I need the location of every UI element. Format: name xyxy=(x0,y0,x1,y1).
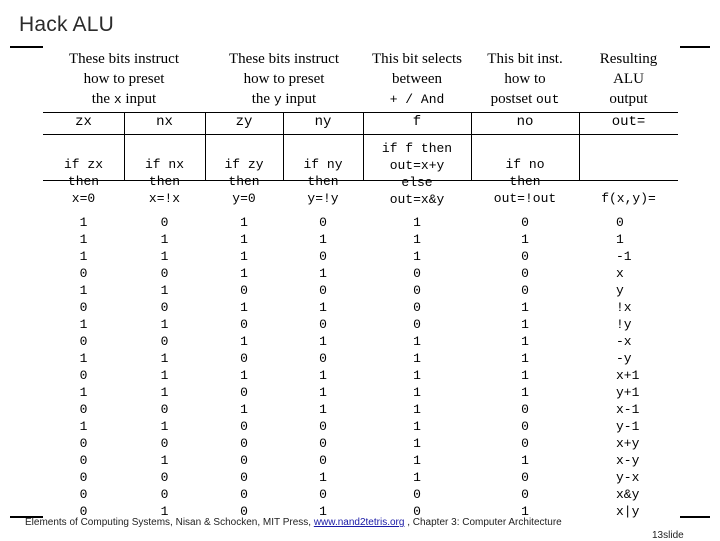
table-cell: 1 xyxy=(160,249,169,264)
values-f xyxy=(363,214,471,520)
header-line: This bit selects xyxy=(372,51,462,67)
col-name-zy: zy xyxy=(235,114,253,130)
table-cell: 1 xyxy=(616,232,624,247)
footer-link[interactable]: www.nand2tetris.org xyxy=(313,517,405,528)
table-cell: 1 xyxy=(319,334,327,349)
cond-line: if ny xyxy=(303,157,343,172)
col-name-f: f xyxy=(412,114,422,130)
cond-line: if f then xyxy=(381,141,453,156)
cond-line: if zx xyxy=(63,157,103,172)
table-cell: x-1 xyxy=(616,402,640,417)
table-cell: x+1 xyxy=(616,368,640,383)
table-cell: 1 xyxy=(521,232,529,247)
header-output xyxy=(579,49,678,110)
table-cell: 0 xyxy=(240,351,248,366)
table-cell: x&y xyxy=(616,487,640,502)
table-cell: 1 xyxy=(160,232,169,247)
table-cell: 0 xyxy=(521,487,529,502)
table-cell: 0 xyxy=(79,487,88,502)
table-cell: 1 xyxy=(413,249,421,264)
table-cell: 0 xyxy=(240,317,248,332)
table-cell: 0 xyxy=(79,470,88,485)
cond-line: out=!out xyxy=(493,191,557,206)
table-cell: 0 xyxy=(319,419,327,434)
table-cell: 0 xyxy=(521,249,529,264)
cond-line: if no xyxy=(505,157,545,172)
header-line: + / And xyxy=(389,92,445,107)
header-line: the x input xyxy=(91,91,157,107)
table-cell: 1 xyxy=(319,300,327,315)
table-cell: 0 xyxy=(319,487,327,502)
header-line: These bits instruct xyxy=(229,51,339,67)
table-cell: 1 xyxy=(521,385,529,400)
header-line: postset out xyxy=(490,91,560,107)
table-cell: 1 xyxy=(160,419,169,434)
table-cell: 0 xyxy=(413,504,421,519)
table-cell: 1 xyxy=(79,232,88,247)
table-cell: 1 xyxy=(79,249,88,264)
cond-f xyxy=(363,140,471,208)
table-cell: 1 xyxy=(413,334,421,349)
table-cell: 0 xyxy=(319,215,327,230)
table-cell: 1 xyxy=(160,368,169,383)
table-cell: 0 xyxy=(616,215,624,230)
cond-line: out=x&y xyxy=(389,192,445,207)
table-cell: 1 xyxy=(521,300,529,315)
cond-line: y=0 xyxy=(232,191,256,206)
header-line: how to preset xyxy=(83,71,165,87)
footer-citation xyxy=(25,517,562,528)
table-cell: 0 xyxy=(240,283,248,298)
col-name-zx: zx xyxy=(75,114,92,130)
table-cell: 0 xyxy=(79,300,88,315)
table-cell: 1 xyxy=(319,232,327,247)
table-cell: 1 xyxy=(79,283,88,298)
header-y-preset xyxy=(205,49,363,110)
table-cell: y+1 xyxy=(616,385,640,400)
cond-zx xyxy=(43,156,124,207)
table-cell: -y xyxy=(616,351,632,366)
cond-line: else xyxy=(401,175,433,190)
table-cell: 1 xyxy=(413,453,421,468)
table-cell: 0 xyxy=(79,266,88,281)
table-cell: 1 xyxy=(240,300,248,315)
table-cell: 1 xyxy=(160,504,169,519)
col-name-nx: nx xyxy=(156,114,173,130)
table-cell: x+y xyxy=(616,436,640,451)
table-cell: 0 xyxy=(160,436,169,451)
table-cell: y xyxy=(616,283,624,298)
table-cell: 0 xyxy=(319,436,327,451)
table-cell: 1 xyxy=(413,385,421,400)
cond-line: then xyxy=(509,174,541,189)
table-cell: -1 xyxy=(616,249,632,264)
table-cell: !y xyxy=(616,317,632,332)
values-ny xyxy=(283,214,363,520)
table-cell: 1 xyxy=(79,351,88,366)
table-cell: 1 xyxy=(413,470,421,485)
table-cell: 0 xyxy=(521,215,529,230)
table-cell: 1 xyxy=(413,419,421,434)
slide-title: Hack ALU xyxy=(19,13,114,36)
table-cell: 1 xyxy=(240,334,248,349)
table-cell: 1 xyxy=(521,504,529,519)
table-cell: 1 xyxy=(79,385,88,400)
table-cell: 0 xyxy=(79,334,88,349)
top-rule-left xyxy=(10,46,43,48)
header-line: between xyxy=(392,71,442,87)
table-cell: 1 xyxy=(521,368,529,383)
cond-line: x=!x xyxy=(148,191,181,206)
table-cell: y-1 xyxy=(616,419,640,434)
table-cell: 1 xyxy=(521,317,529,332)
table-cell: 1 xyxy=(240,266,248,281)
table-cell: 0 xyxy=(79,453,88,468)
table-cell: 0 xyxy=(240,487,248,502)
header-no-postset xyxy=(471,49,579,110)
table-cell: 1 xyxy=(160,351,169,366)
table-cell: 1 xyxy=(79,317,88,332)
table-cell: -x xyxy=(616,334,632,349)
table-cell: 1 xyxy=(240,215,248,230)
table-cell: 0 xyxy=(79,402,88,417)
cond-line: if zy xyxy=(224,157,264,172)
cond-line: then xyxy=(228,174,260,189)
table-cell: 0 xyxy=(160,266,169,281)
col-name-ny: ny xyxy=(314,114,332,130)
table-cell: 1 xyxy=(521,334,529,349)
col-name-out: out= xyxy=(611,114,646,130)
table-cell: 1 xyxy=(240,368,248,383)
footer-text: Elements of Computing Systems, Nisan & Schocken, MIT Press, xyxy=(25,517,314,528)
table-cell: 0 xyxy=(160,300,169,315)
cond-line: then xyxy=(67,174,100,189)
table-cell: 0 xyxy=(240,385,248,400)
table-cell: 0 xyxy=(521,436,529,451)
table-cell: 0 xyxy=(160,487,169,502)
alu-truth-table xyxy=(43,46,678,518)
header-line: output xyxy=(609,91,648,107)
table-cell: 1 xyxy=(319,402,327,417)
table-cell: 1 xyxy=(319,368,327,383)
table-cell: 0 xyxy=(521,419,529,434)
table-cell: 0 xyxy=(79,504,88,519)
table-cell: 1 xyxy=(413,402,421,417)
header-line: These bits instruct xyxy=(69,51,179,67)
cond-line: then xyxy=(307,174,339,189)
table-cell: 0 xyxy=(240,504,248,519)
slide-number: 13slide xyxy=(652,530,684,541)
table-cell: 1 xyxy=(240,232,248,247)
table-rule-names xyxy=(43,134,678,135)
table-cell: x xyxy=(616,266,624,281)
table-cell: 0 xyxy=(79,368,88,383)
table-cell: 0 xyxy=(79,436,88,451)
cond-line: if nx xyxy=(144,157,184,172)
col-name-no: no xyxy=(516,114,534,130)
table-cell: 0 xyxy=(413,300,421,315)
bottom-rule-right xyxy=(680,516,710,518)
cond-nx xyxy=(124,156,205,207)
table-cell: 0 xyxy=(521,266,529,281)
table-cell: 0 xyxy=(160,334,169,349)
table-cell: 0 xyxy=(240,436,248,451)
table-cell: 1 xyxy=(79,419,88,434)
table-cell: 0 xyxy=(240,453,248,468)
table-cell: 1 xyxy=(160,283,169,298)
cond-line: out=x+y xyxy=(389,158,445,173)
header-line: This bit inst. xyxy=(487,51,563,67)
table-cell: y-x xyxy=(616,470,640,485)
table-cell: 0 xyxy=(160,470,169,485)
cond-line: x=0 xyxy=(71,191,96,206)
table-cell: !x xyxy=(616,300,632,315)
footer-text: , Chapter 3: Computer Architecture xyxy=(404,517,562,528)
table-cell: 1 xyxy=(413,436,421,451)
table-cell: 0 xyxy=(413,283,421,298)
table-cell: 1 xyxy=(160,453,169,468)
table-cell: 0 xyxy=(160,402,169,417)
table-rule-top xyxy=(43,112,678,113)
table-cell: 1 xyxy=(319,504,327,519)
table-cell: 0 xyxy=(240,419,248,434)
values-zx xyxy=(43,214,124,520)
table-cell: 1 xyxy=(79,215,88,230)
table-cell: 1 xyxy=(319,385,327,400)
values-out xyxy=(616,214,678,520)
top-rule-right xyxy=(680,46,710,48)
table-cell: 1 xyxy=(319,470,327,485)
table-cell: x|y xyxy=(616,504,640,519)
table-cell: 1 xyxy=(521,453,529,468)
table-cell: x-y xyxy=(616,453,640,468)
table-cell: 1 xyxy=(160,385,169,400)
table-cell: 1 xyxy=(240,402,248,417)
table-cell: 0 xyxy=(160,215,169,230)
cond-ny xyxy=(283,156,363,207)
header-x-preset xyxy=(43,49,205,110)
values-zy xyxy=(205,214,283,520)
cond-no xyxy=(471,156,579,207)
table-cell: 0 xyxy=(521,470,529,485)
header-line: Resulting xyxy=(599,51,658,67)
table-cell: 0 xyxy=(521,283,529,298)
header-f-select xyxy=(363,49,471,110)
table-cell: 0 xyxy=(319,283,327,298)
table-cell: 0 xyxy=(319,453,327,468)
table-cell: 0 xyxy=(413,487,421,502)
cond-line: y=!y xyxy=(307,191,339,206)
table-cell: 1 xyxy=(413,368,421,383)
values-no xyxy=(471,214,579,520)
table-cell: 0 xyxy=(413,266,421,281)
table-cell: 1 xyxy=(240,249,248,264)
header-line: how to xyxy=(504,71,546,87)
table-cell: 1 xyxy=(413,351,421,366)
header-line: how to preset xyxy=(243,71,325,87)
table-cell: 0 xyxy=(413,317,421,332)
header-line: ALU xyxy=(613,71,644,87)
table-cell: 0 xyxy=(319,249,327,264)
table-cell: 1 xyxy=(319,266,327,281)
table-cell: 0 xyxy=(521,402,529,417)
cond-zy xyxy=(205,156,283,207)
table-cell: 1 xyxy=(413,215,421,230)
cond-line: then xyxy=(148,174,181,189)
table-cell: 1 xyxy=(160,317,169,332)
header-line: the y input xyxy=(251,91,317,107)
table-cell: 0 xyxy=(240,470,248,485)
values-nx xyxy=(124,214,205,520)
table-cell: 0 xyxy=(319,351,327,366)
table-cell: 1 xyxy=(521,351,529,366)
cond-line: f(x,y)= xyxy=(601,191,656,206)
cond-out xyxy=(579,190,678,207)
table-cell: 1 xyxy=(413,232,421,247)
table-cell: 0 xyxy=(319,317,327,332)
